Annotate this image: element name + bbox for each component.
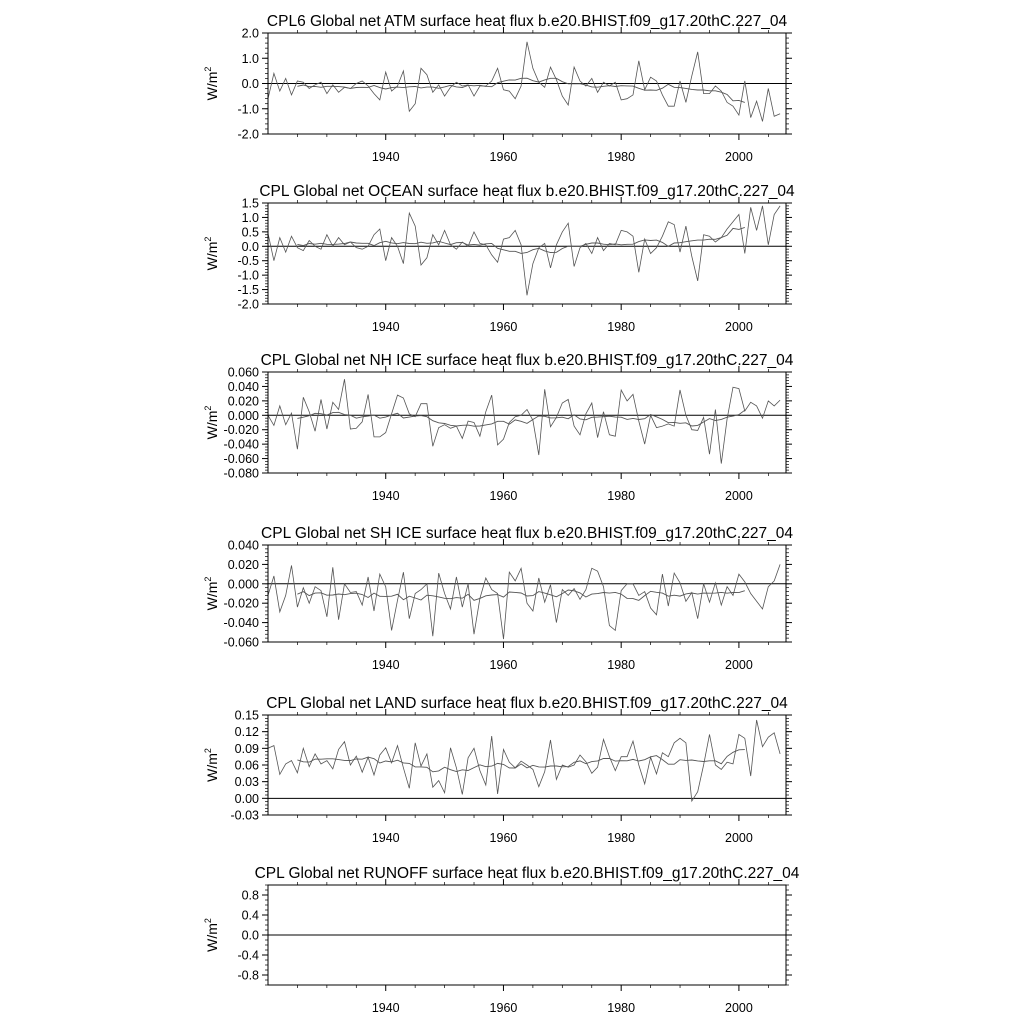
y-tick-label: 0.060 (227, 365, 259, 380)
panel-5 (203, 695, 792, 845)
annual-series-line (268, 206, 780, 295)
y-axis-label-unit: W/m (204, 410, 220, 440)
y-tick-label: 0.03 (234, 775, 259, 790)
x-tick-label: 2000 (725, 1001, 753, 1015)
x-tick-label: 1960 (489, 320, 518, 334)
x-tick-label: 1980 (607, 831, 636, 845)
y-tick-label: -2.0 (237, 127, 259, 142)
panel-1 (203, 13, 792, 164)
panel-title: CPL Global net LAND surface heat flux b.e20.BHIST.f09_g17.20thC.227_04 (266, 695, 788, 712)
x-tick-label: 1940 (371, 658, 400, 672)
x-tick-label: 1940 (371, 1001, 400, 1015)
x-tick-label: 2000 (725, 320, 753, 334)
y-tick-label: -0.020 (223, 423, 259, 438)
y-tick-label: 0.8 (241, 888, 259, 903)
panel-title: CPL Global net OCEAN surface heat flux b.e20.BHIST.f09_g17.20thC.227_04 (259, 183, 795, 200)
y-tick-label: 1.5 (241, 196, 259, 211)
y-tick-label: 0.040 (227, 379, 259, 394)
y-axis-label (203, 577, 220, 611)
y-tick-label: 1.0 (241, 51, 259, 66)
y-tick-label: 0.06 (234, 758, 259, 773)
annual-series-line (268, 379, 780, 463)
y-axis-label-exponent: 2 (203, 236, 213, 242)
annual-series-line (268, 42, 780, 122)
y-tick-label: -0.080 (223, 466, 259, 481)
y-tick-label: 0.0 (241, 77, 259, 91)
y-axis-label (203, 67, 220, 101)
y-tick-label: -0.040 (223, 437, 259, 452)
y-tick-label: 0.020 (227, 394, 259, 409)
y-axis-label (203, 748, 220, 782)
y-tick-label: -0.5 (237, 254, 259, 269)
y-axis-label-exponent: 2 (203, 918, 213, 924)
x-tick-label: 1960 (489, 489, 518, 503)
y-tick-label: -0.03 (230, 808, 259, 823)
y-tick-label: 0.12 (234, 725, 259, 740)
y-axis-label-unit: W/m (204, 71, 220, 101)
x-tick-label: 1940 (371, 150, 400, 164)
x-tick-label: 2000 (725, 489, 753, 503)
y-tick-label: -2.0 (237, 297, 259, 312)
y-tick-label: -0.8 (237, 968, 259, 983)
x-tick-label: 1980 (607, 150, 636, 164)
x-tick-label: 1940 (371, 320, 400, 334)
panel-title: CPL Global net SH ICE surface heat flux b.e20.BHIST.f09_g17.20thC.227_04 (261, 525, 793, 542)
y-tick-label: -0.4 (237, 948, 259, 963)
x-tick-label: 2000 (725, 831, 753, 845)
y-axis-label-unit: W/m (204, 923, 220, 952)
y-tick-label: -0.020 (223, 596, 259, 611)
y-tick-label: 0.0 (241, 239, 259, 254)
y-tick-label: 0.020 (227, 557, 259, 572)
y-axis-label (203, 406, 220, 440)
x-tick-label: 1980 (607, 658, 636, 672)
y-tick-label: 0.09 (234, 741, 259, 756)
y-axis-label-exponent: 2 (203, 576, 213, 582)
plot-frame (268, 203, 786, 304)
y-tick-label: 1.0 (241, 210, 259, 225)
y-tick-label: 0.5 (241, 225, 259, 240)
annual-series-line (268, 564, 780, 639)
x-tick-label: 1940 (371, 831, 400, 845)
y-tick-label: 0.00 (234, 791, 259, 806)
y-axis-label-exponent: 2 (203, 66, 213, 72)
x-tick-label: 2000 (725, 150, 753, 164)
x-tick-label: 1960 (489, 831, 518, 845)
y-tick-label: -0.060 (223, 452, 259, 467)
y-tick-label: -0.040 (223, 616, 259, 631)
x-tick-label: 1960 (489, 1001, 518, 1015)
x-tick-label: 1980 (607, 489, 636, 503)
y-axis-label-unit: W/m (204, 241, 220, 271)
panel-4 (203, 525, 793, 672)
y-axis-label (203, 237, 220, 271)
y-tick-label: 2.0 (241, 26, 259, 41)
y-tick-label: -1.5 (237, 283, 259, 298)
x-tick-label: 1960 (489, 150, 518, 164)
x-tick-label: 1940 (371, 489, 400, 503)
y-axis-label-unit: W/m (204, 581, 220, 611)
y-tick-label: 0.000 (227, 408, 259, 423)
y-axis-label (203, 918, 220, 952)
y-tick-label: -1.0 (237, 268, 259, 283)
panel-6 (203, 865, 800, 1015)
y-axis-label-exponent: 2 (203, 405, 213, 411)
y-tick-label: 0.040 (227, 538, 259, 553)
panel-3 (203, 352, 794, 503)
y-tick-label: -1.0 (237, 102, 259, 117)
panel-title: CPL6 Global net ATM surface heat flux b.e20.BHIST.f09_g17.20thC.227_04 (266, 13, 788, 30)
x-tick-label: 2000 (725, 658, 753, 672)
y-axis-label-unit: W/m (204, 753, 220, 782)
y-axis-label-exponent: 2 (203, 748, 213, 754)
x-tick-label: 1980 (607, 320, 636, 334)
y-tick-label: 0.000 (227, 577, 259, 592)
y-tick-label: 0.15 (234, 708, 259, 723)
y-tick-label: 0.0 (241, 928, 259, 943)
panel-title: CPL Global net RUNOFF surface heat flux b.e20.BHIST.f09_g17.20thC.227_04 (254, 865, 800, 882)
panel-title: CPL Global net NH ICE surface heat flux b.e20.BHIST.f09_g17.20thC.227_04 (260, 352, 794, 369)
y-tick-label: -0.060 (223, 635, 259, 650)
running-mean-line (297, 590, 744, 600)
x-tick-label: 1960 (489, 658, 518, 672)
y-tick-label: 0.4 (241, 908, 259, 923)
x-tick-label: 1980 (607, 1001, 636, 1015)
panel-2 (203, 183, 795, 334)
